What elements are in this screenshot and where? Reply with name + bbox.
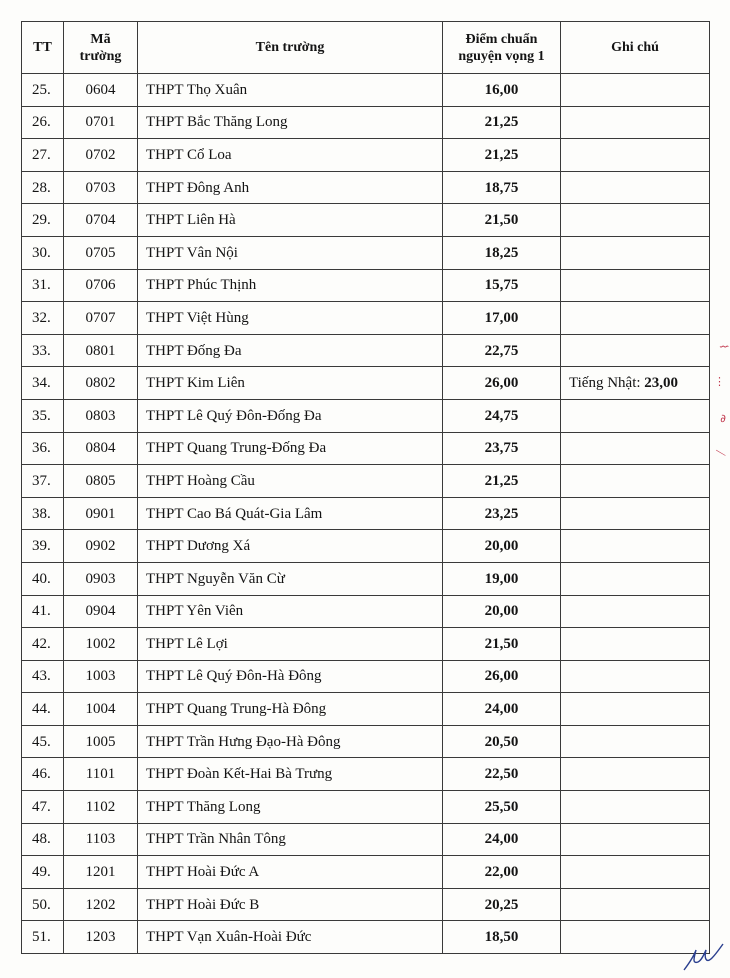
row-number: 29. — [22, 204, 64, 237]
cutoff-score: 26,00 — [443, 660, 561, 693]
cutoff-score: 20,50 — [443, 725, 561, 758]
school-code: 0703 — [64, 171, 138, 204]
note-cell — [561, 74, 710, 107]
table-row — [22, 399, 710, 432]
header-tt: TT — [22, 22, 64, 74]
row-number: 49. — [22, 856, 64, 889]
note-cell — [561, 562, 710, 595]
school-name: THPT Đông Anh — [138, 171, 443, 204]
cutoff-score: 21,25 — [443, 465, 561, 498]
row-number: 47. — [22, 791, 64, 824]
margin-annotation: ⌇ — [716, 343, 730, 350]
note-cell — [561, 856, 710, 889]
row-number: 37. — [22, 465, 64, 498]
table-row — [22, 628, 710, 661]
note-cell — [561, 693, 710, 726]
note-cell — [561, 888, 710, 921]
cutoff-score: 22,50 — [443, 758, 561, 791]
cutoff-score: 21,25 — [443, 106, 561, 139]
margin-annotation: ∂ — [720, 412, 726, 425]
cutoff-score: 21,50 — [443, 628, 561, 661]
school-name: THPT Nguyễn Văn Cừ — [138, 562, 443, 595]
table-row — [22, 139, 710, 172]
school-name: THPT Hoàng Cầu — [138, 465, 443, 498]
row-number: 30. — [22, 236, 64, 269]
row-number: 42. — [22, 628, 64, 661]
school-name: THPT Yên Viên — [138, 595, 443, 628]
school-code: 1004 — [64, 693, 138, 726]
school-name: THPT Lê Lợi — [138, 628, 443, 661]
school-code: 0903 — [64, 562, 138, 595]
school-name: THPT Trần Hưng Đạo-Hà Đông — [138, 725, 443, 758]
note-cell — [561, 171, 710, 204]
school-code: 0803 — [64, 399, 138, 432]
school-name: THPT Vân Nội — [138, 236, 443, 269]
school-name: THPT Quang Trung-Hà Đông — [138, 693, 443, 726]
row-number: 50. — [22, 888, 64, 921]
school-code: 0802 — [64, 367, 138, 400]
school-code: 1101 — [64, 758, 138, 791]
cutoff-score: 20,00 — [443, 595, 561, 628]
cutoff-score: 23,25 — [443, 497, 561, 530]
margin-annotation: ⋮ — [714, 375, 725, 388]
note-cell — [561, 823, 710, 856]
table-row — [22, 236, 710, 269]
cutoff-score: 22,00 — [443, 856, 561, 889]
margin-annotation: ⟋ — [713, 447, 728, 458]
signature-mark — [682, 942, 724, 972]
school-code: 0904 — [64, 595, 138, 628]
school-code: 0705 — [64, 236, 138, 269]
note-cell — [561, 465, 710, 498]
table-row — [22, 693, 710, 726]
cutoff-score: 22,75 — [443, 334, 561, 367]
note-label: Tiếng Nhật: — [569, 375, 645, 392]
school-code: 0704 — [64, 204, 138, 237]
row-number: 46. — [22, 758, 64, 791]
school-name: THPT Hoài Đức B — [138, 888, 443, 921]
row-number: 38. — [22, 497, 64, 530]
school-code: 1002 — [64, 628, 138, 661]
note-cell — [561, 725, 710, 758]
note-cell — [561, 660, 710, 693]
school-code: 0902 — [64, 530, 138, 563]
school-name: THPT Lê Quý Đôn-Hà Đông — [138, 660, 443, 693]
note-cell — [561, 432, 710, 465]
row-number: 34. — [22, 367, 64, 400]
note-cell — [561, 204, 710, 237]
school-name: THPT Liên Hà — [138, 204, 443, 237]
table-row — [22, 269, 710, 302]
school-code: 1102 — [64, 791, 138, 824]
school-code: 1005 — [64, 725, 138, 758]
table-row — [22, 595, 710, 628]
table-body — [22, 74, 710, 954]
school-name: THPT Đoàn Kết-Hai Bà Trưng — [138, 758, 443, 791]
note-cell — [561, 139, 710, 172]
row-number: 40. — [22, 562, 64, 595]
table-row — [22, 888, 710, 921]
cutoff-score: 21,25 — [443, 139, 561, 172]
table-header-row — [22, 22, 710, 74]
note-cell — [561, 628, 710, 661]
school-name: THPT Cổ Loa — [138, 139, 443, 172]
table-row — [22, 530, 710, 563]
row-number: 44. — [22, 693, 64, 726]
cutoff-score: 24,00 — [443, 823, 561, 856]
school-name: THPT Vạn Xuân-Hoài Đức — [138, 921, 443, 954]
cutoff-score: 24,75 — [443, 399, 561, 432]
school-code: 1203 — [64, 921, 138, 954]
school-code: 0701 — [64, 106, 138, 139]
table-row — [22, 660, 710, 693]
school-code: 1003 — [64, 660, 138, 693]
header-school-code: Mã trường — [64, 22, 138, 74]
table-row — [22, 921, 710, 954]
cutoff-score: 20,25 — [443, 888, 561, 921]
school-name: THPT Trần Nhân Tông — [138, 823, 443, 856]
school-name: THPT Phúc Thịnh — [138, 269, 443, 302]
note-cell — [561, 106, 710, 139]
table-row — [22, 171, 710, 204]
cutoff-score: 23,75 — [443, 432, 561, 465]
school-code: 0801 — [64, 334, 138, 367]
note-cell — [561, 595, 710, 628]
header-note: Ghi chú — [561, 22, 710, 74]
note-cell — [561, 399, 710, 432]
table-row — [22, 562, 710, 595]
row-number: 35. — [22, 399, 64, 432]
cutoff-score: 18,75 — [443, 171, 561, 204]
cutoff-score: 20,00 — [443, 530, 561, 563]
table-row — [22, 725, 710, 758]
school-code: 0604 — [64, 74, 138, 107]
table-row — [22, 432, 710, 465]
school-code: 0804 — [64, 432, 138, 465]
row-number: 39. — [22, 530, 64, 563]
table-row — [22, 791, 710, 824]
cutoff-score: 26,00 — [443, 367, 561, 400]
note-cell — [561, 334, 710, 367]
cutoff-score: 18,50 — [443, 921, 561, 954]
row-number: 28. — [22, 171, 64, 204]
cutoff-score: 21,50 — [443, 204, 561, 237]
note-score: 23,00 — [644, 375, 679, 392]
row-number: 51. — [22, 921, 64, 954]
table-row — [22, 823, 710, 856]
table-row — [22, 74, 710, 107]
note-cell — [561, 791, 710, 824]
school-code: 0901 — [64, 497, 138, 530]
school-name: THPT Bắc Thăng Long — [138, 106, 443, 139]
table-row — [22, 204, 710, 237]
note-cell — [561, 367, 710, 400]
table-row — [22, 106, 710, 139]
header-cutoff-score: Điểm chuẩn nguyện vọng 1 — [443, 22, 561, 74]
school-name: THPT Lê Quý Đôn-Đống Đa — [138, 399, 443, 432]
cutoff-score: 19,00 — [443, 562, 561, 595]
school-name: THPT Thọ Xuân — [138, 74, 443, 107]
school-name: THPT Quang Trung-Đống Đa — [138, 432, 443, 465]
row-number: 32. — [22, 302, 64, 335]
row-number: 33. — [22, 334, 64, 367]
row-number: 27. — [22, 139, 64, 172]
table-row — [22, 758, 710, 791]
cutoff-score: 25,50 — [443, 791, 561, 824]
cutoff-score: 18,25 — [443, 236, 561, 269]
table-row — [22, 367, 710, 400]
note-cell — [561, 530, 710, 563]
school-name: THPT Dương Xá — [138, 530, 443, 563]
header-school-name: Tên trường — [138, 22, 443, 74]
school-code: 0707 — [64, 302, 138, 335]
table-row — [22, 856, 710, 889]
school-code: 0805 — [64, 465, 138, 498]
row-number: 25. — [22, 74, 64, 107]
school-code: 1103 — [64, 823, 138, 856]
school-name: THPT Thăng Long — [138, 791, 443, 824]
cutoff-score: 17,00 — [443, 302, 561, 335]
table-row — [22, 497, 710, 530]
row-number: 26. — [22, 106, 64, 139]
table-row — [22, 334, 710, 367]
row-number: 41. — [22, 595, 64, 628]
school-code: 0702 — [64, 139, 138, 172]
school-name: THPT Đống Đa — [138, 334, 443, 367]
note-cell — [561, 302, 710, 335]
row-number: 45. — [22, 725, 64, 758]
note-cell — [561, 497, 710, 530]
row-number: 43. — [22, 660, 64, 693]
cutoff-score: 16,00 — [443, 74, 561, 107]
school-name: THPT Kim Liên — [138, 367, 443, 400]
cutoff-score: 24,00 — [443, 693, 561, 726]
table-row — [22, 302, 710, 335]
note-cell — [561, 236, 710, 269]
school-name: THPT Cao Bá Quát-Gia Lâm — [138, 497, 443, 530]
note-cell — [561, 758, 710, 791]
row-number: 48. — [22, 823, 64, 856]
school-code: 0706 — [64, 269, 138, 302]
row-number: 36. — [22, 432, 64, 465]
note-cell — [561, 269, 710, 302]
cutoff-score: 15,75 — [443, 269, 561, 302]
admission-score-table — [21, 21, 710, 954]
row-number: 31. — [22, 269, 64, 302]
school-code: 1202 — [64, 888, 138, 921]
school-name: THPT Việt Hùng — [138, 302, 443, 335]
school-code: 1201 — [64, 856, 138, 889]
table-row — [22, 465, 710, 498]
school-name: THPT Hoài Đức A — [138, 856, 443, 889]
